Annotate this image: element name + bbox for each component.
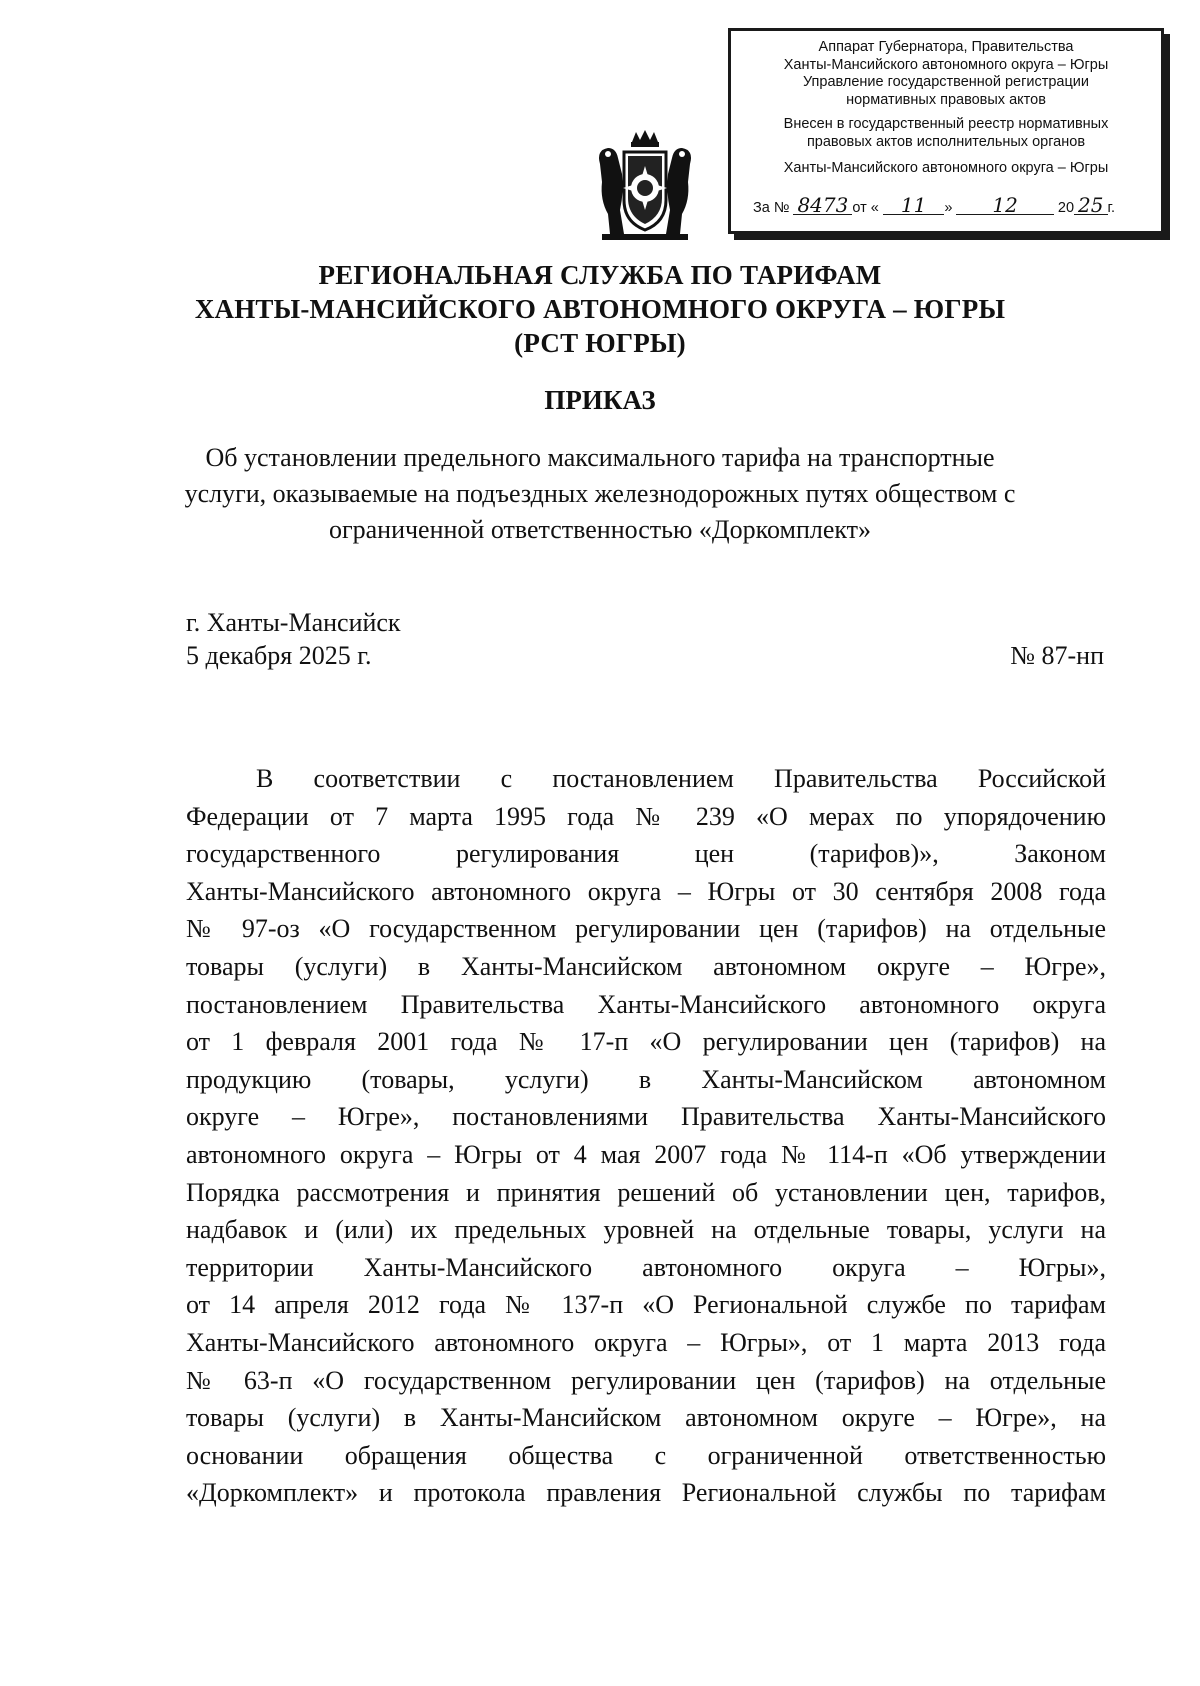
document-date: 5 декабря 2025 г.: [186, 641, 372, 670]
stamp-line: Ханты-Мансийского автономного округа – Югры: [783, 56, 1109, 73]
body-line: товары (услуги) в Ханты-Мансийском автономном округе – Югре»,: [186, 951, 1106, 981]
body-line: «Доркомплект» и протокола правления Региональной службы по тарифам: [186, 1478, 1106, 1508]
body-line: Ханты-Мансийского автономного округа – Югры», от 1 марта 2013 года: [186, 1327, 1106, 1357]
stamp-reg-prefix: За №: [753, 199, 790, 216]
body-line: № 97-оз «О государственном регулировании цен (тарифов) на отдельные: [186, 914, 1106, 944]
organization-name: [0, 258, 1200, 360]
coat-of-arms-icon: [594, 130, 696, 242]
stamp-reg-day: 11: [883, 196, 944, 215]
document-title-line: ограниченной ответственностью «Доркомплект»: [328, 515, 872, 544]
stamp-registration-line: [753, 192, 1116, 218]
body-line: Федерации от 7 марта 1995 года № 239 «О мерах по упорядочению: [186, 801, 1106, 831]
body-line: постановлением Правительства Ханты-Мансийского автономного округа: [186, 989, 1106, 1019]
document-place: г. Ханты-Мансийск: [186, 608, 401, 637]
stamp-reg-year-prefix: 20: [1057, 199, 1075, 216]
stamp-line: правовых актов исполнительных органов: [806, 133, 1086, 150]
document-title-line: Об установлении предельного максимального тарифа на транспортные: [205, 443, 995, 472]
organization-name-line: РЕГИОНАЛЬНАЯ СЛУЖБА ПО ТАРИФАМ: [318, 260, 882, 290]
stamp-line: Аппарат Губернатора, Правительства: [818, 39, 1074, 55]
body-line: территории Ханты-Мансийского автономного округа – Югры»,: [186, 1252, 1106, 1282]
stamp-line: Ханты-Мансийского автономного округа – Югры: [783, 160, 1109, 176]
body-line: Порядка рассмотрения и принятия решений об установлении цен, тарифов,: [186, 1177, 1106, 1207]
body-line: продукцию (товары, услуги) в Ханты-Мансийском автономном: [186, 1064, 1106, 1094]
body-line: от 1 февраля 2001 года № 17-п «О регулировании цен (тарифов) на: [186, 1027, 1106, 1057]
document-title: [150, 440, 1050, 548]
stamp-reg-year: 25: [1074, 196, 1107, 215]
document-title-line: услуги, оказываемые на подъездных железнодорожных путях обществом с: [184, 479, 1016, 508]
body-line: основании обращения общества с ограниченной ответственностью: [186, 1440, 1106, 1470]
document-body: [186, 760, 1106, 1512]
stamp-line: Управление государственной регистрации: [802, 74, 1090, 90]
body-line: округе – Югре», постановлениями Правительства Ханты-Мансийского: [186, 1102, 1106, 1132]
body-line: от 14 апреля 2012 года № 137-п «О Региональной службе по тарифам: [186, 1290, 1106, 1320]
body-line: государственного регулирования цен (тарифов)», Законом: [186, 839, 1106, 869]
body-line: надбавок и (или) их предельных уровней на отдельные товары, услуги на: [186, 1215, 1106, 1245]
body-line: товары (услуги) в Ханты-Мансийском автономном округе – Югре», на: [186, 1403, 1106, 1433]
registration-stamp: [728, 28, 1164, 234]
stamp-reg-year-end: г.: [1107, 199, 1116, 216]
organization-abbreviation: (РСТ ЮГРЫ): [514, 328, 686, 358]
body-line: № 63-п «О государственном регулировании цен (тарифов) на отдельные: [186, 1365, 1106, 1395]
stamp-line: Внесен в государственный реестр нормативных: [783, 116, 1109, 132]
body-line: В соответствии с постановлением Правительства Российской: [256, 764, 1106, 793]
document-type: ПРИКАЗ: [544, 385, 656, 415]
stamp-reg-month: 12: [956, 196, 1053, 215]
stamp-line: нормативных правовых актов: [846, 91, 1046, 108]
organization-name-line: ХАНТЫ-МАНСИЙСКОГО АВТОНОМНОГО ОКРУГА – ЮГРЫ: [194, 294, 1006, 324]
document-number: № 87-нп: [1010, 641, 1104, 670]
stamp-reg-from: от «: [852, 199, 879, 216]
body-line: автономного округа – Югры от 4 мая 2007 года № 114-п «Об утверждении: [186, 1139, 1106, 1169]
stamp-reg-quote: »: [944, 199, 953, 216]
body-line: Ханты-Мансийского автономного округа – Югры от 30 сентября 2008 года: [186, 876, 1106, 906]
stamp-reg-number: 8473: [793, 196, 852, 215]
